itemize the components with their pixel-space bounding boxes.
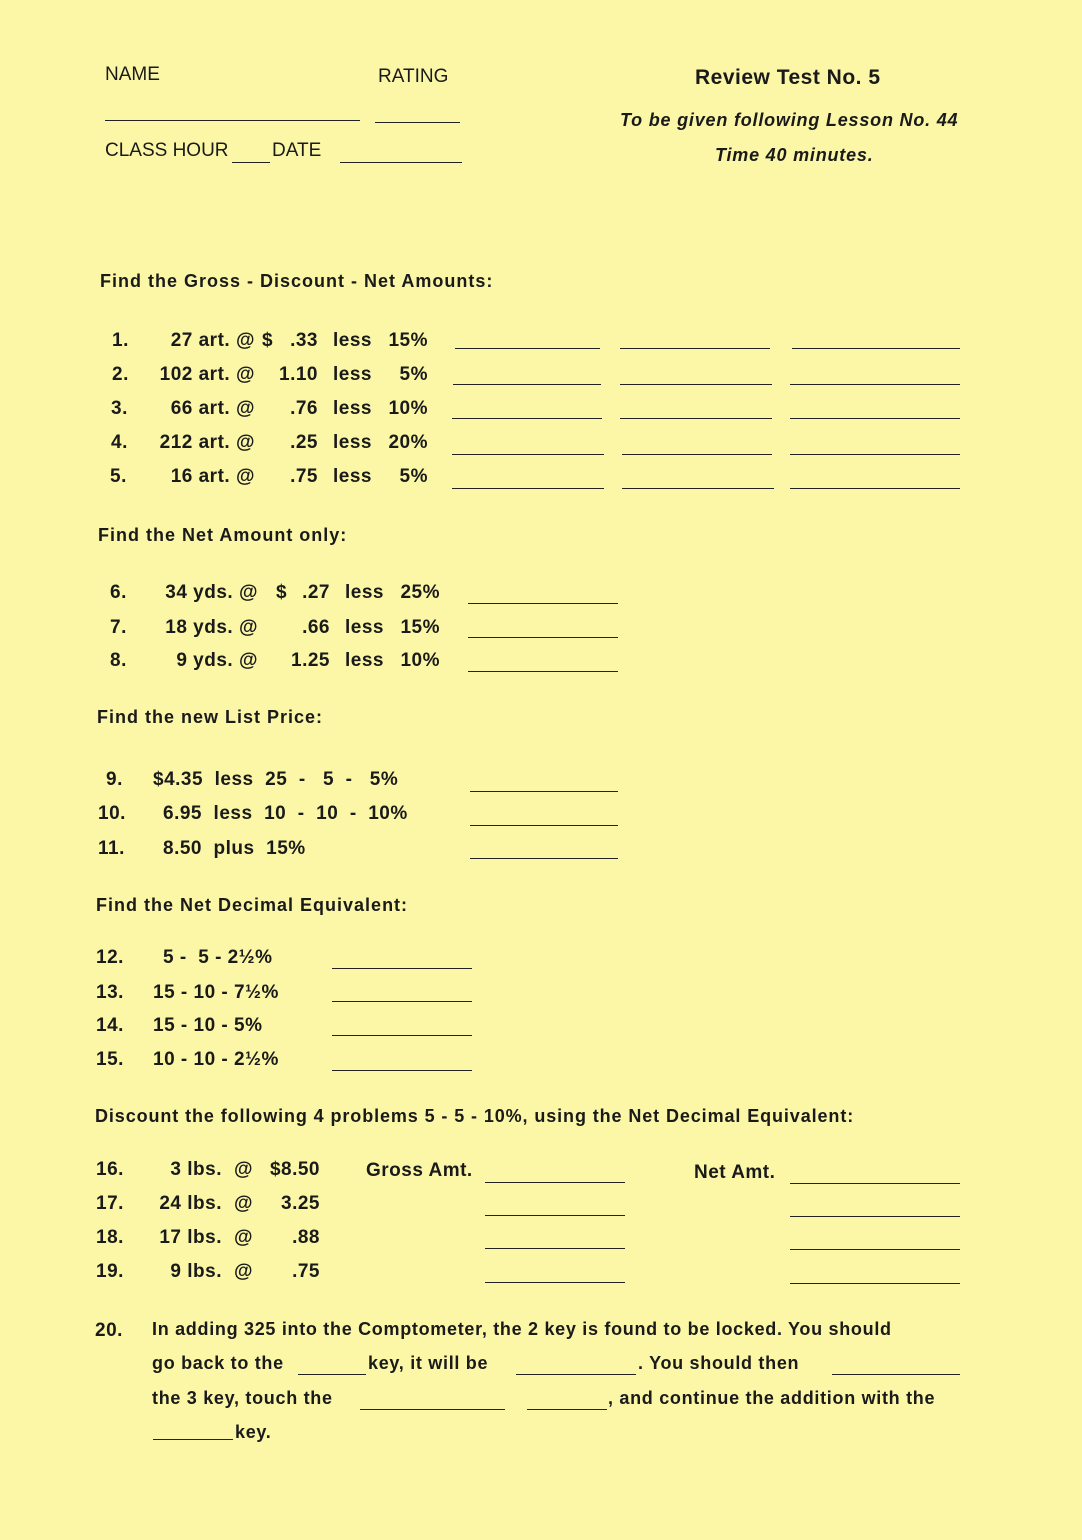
- problem20-line3a: the 3 key, touch the: [152, 1388, 333, 1408]
- section1-heading: Find the Gross - Discount - Net Amounts:: [100, 271, 494, 291]
- decimal-problem: 15 - 10 - 7½%: [153, 982, 279, 1003]
- list-price-problem: 6.95 less 10 - 10 - 10%: [163, 803, 408, 824]
- less-word: less: [345, 582, 384, 603]
- problem-number: 18.: [96, 1227, 124, 1248]
- discount-percent: 5%: [399, 364, 428, 385]
- net-answer-line[interactable]: [790, 488, 960, 489]
- net-answer-line[interactable]: [790, 384, 960, 385]
- decimal-answer-line[interactable]: [332, 1070, 472, 1071]
- problem20-line2c: . You should then: [638, 1353, 800, 1373]
- discount-percent: 20%: [388, 432, 428, 453]
- quantity: 27 art. @: [170, 330, 255, 351]
- list-price-problem: $4.35 less 25 - 5 - 5%: [153, 769, 399, 790]
- list-price-answer-line[interactable]: [470, 825, 618, 826]
- net-answer-line[interactable]: [468, 671, 618, 672]
- net-answer-line[interactable]: [468, 637, 618, 638]
- section2-heading: Find the Net Amount only:: [98, 525, 348, 545]
- unit-price: 3.25: [281, 1193, 320, 1214]
- net-answer-line[interactable]: [790, 418, 960, 419]
- unit-price: 1.10: [279, 364, 318, 385]
- less-word: less: [345, 617, 384, 638]
- discount-percent: 10%: [400, 650, 440, 671]
- quantity: 102 art. @: [159, 364, 255, 385]
- rating-label: RATING: [378, 66, 449, 87]
- section5-heading: Discount the following 4 problems 5 - 5 - 10%, using the Net Decimal Equivalent:: [95, 1106, 855, 1126]
- dollar-sign: $: [262, 330, 274, 351]
- discount-answer-line[interactable]: [622, 454, 772, 455]
- dollar-sign: $: [276, 582, 288, 603]
- rating-field-line[interactable]: [375, 122, 460, 123]
- quantity: 9 lbs.: [170, 1261, 222, 1282]
- section4-heading: Find the Net Decimal Equivalent:: [96, 895, 409, 915]
- list-price-answer-line[interactable]: [470, 858, 618, 859]
- discount-percent: 10%: [388, 398, 428, 419]
- quantity: 17 lbs.: [159, 1227, 222, 1248]
- problem20-blank-key[interactable]: [298, 1374, 366, 1375]
- less-word: less: [333, 330, 372, 351]
- decimal-problem: 15 - 10 - 5%: [153, 1015, 263, 1036]
- page-title: Review Test No. 5: [695, 66, 881, 89]
- gross-answer-line[interactable]: [485, 1248, 625, 1249]
- problem-number: 16.: [96, 1159, 124, 1180]
- discount-answer-line[interactable]: [620, 418, 772, 419]
- problem-number: 13.: [96, 982, 124, 1003]
- discount-answer-line[interactable]: [622, 488, 774, 489]
- problem-number: 5.: [110, 466, 127, 487]
- problem20-blank-final-key[interactable]: [153, 1439, 233, 1440]
- quantity: 16 art. @: [170, 466, 255, 487]
- net-answer-line[interactable]: [790, 1183, 960, 1184]
- gross-answer-line[interactable]: [485, 1215, 625, 1216]
- unit-price: .25: [290, 432, 318, 453]
- discount-percent: 15%: [388, 330, 428, 351]
- list-price-problem: 8.50 plus 15%: [163, 838, 306, 859]
- problem-number: 4.: [111, 432, 128, 453]
- problem-number: 3.: [111, 398, 128, 419]
- unit-price: 1.25: [291, 650, 330, 671]
- decimal-answer-line[interactable]: [332, 1001, 472, 1002]
- gross-answer-line[interactable]: [452, 454, 604, 455]
- problem20-blank-action[interactable]: [832, 1374, 960, 1375]
- net-answer-line[interactable]: [468, 603, 618, 604]
- problem-number: 19.: [96, 1261, 124, 1282]
- problem-number: 14.: [96, 1015, 124, 1036]
- quantity: 66 art. @: [170, 398, 255, 419]
- problem20-blank-touch2[interactable]: [527, 1409, 607, 1410]
- problem-number: 12.: [96, 947, 124, 968]
- net-answer-line[interactable]: [792, 348, 960, 349]
- discount-percent: 25%: [400, 582, 440, 603]
- problem-number: 15.: [96, 1049, 124, 1070]
- net-answer-line[interactable]: [790, 1283, 960, 1284]
- net-answer-line[interactable]: [790, 1216, 960, 1217]
- problem20-line4: key.: [235, 1422, 272, 1442]
- gross-answer-line[interactable]: [455, 348, 600, 349]
- class-hour-label: CLASS HOUR: [105, 140, 229, 161]
- problem20-blank-state[interactable]: [516, 1374, 636, 1375]
- problem-number: 10.: [98, 803, 126, 824]
- decimal-answer-line[interactable]: [332, 968, 472, 969]
- unit-price: .33: [290, 330, 318, 351]
- problem-number: 6.: [110, 582, 127, 603]
- at-sign: @: [234, 1193, 254, 1214]
- gross-answer-line[interactable]: [485, 1282, 625, 1283]
- quantity: 3 lbs.: [170, 1159, 222, 1180]
- decimal-problem: 10 - 10 - 2½%: [153, 1049, 279, 1070]
- time-note: Time 40 minutes.: [715, 145, 874, 165]
- problem20-blank-touch[interactable]: [360, 1409, 505, 1410]
- name-field-line[interactable]: [105, 120, 360, 121]
- problem20-line2a: go back to the: [152, 1353, 284, 1373]
- unit-price: $8.50: [269, 1159, 320, 1180]
- problem-number: 11.: [98, 838, 125, 859]
- at-sign: @: [234, 1261, 254, 1282]
- section3-heading: Find the new List Price:: [97, 707, 324, 727]
- discount-answer-line[interactable]: [620, 384, 772, 385]
- discount-percent: 5%: [399, 466, 428, 487]
- unit-price: .76: [290, 398, 318, 419]
- discount-percent: 15%: [400, 617, 440, 638]
- problem-number: 1.: [112, 330, 129, 351]
- gross-answer-line[interactable]: [453, 384, 601, 385]
- quantity: 24 lbs.: [159, 1193, 222, 1214]
- gross-amount-label: Gross Amt.: [366, 1160, 473, 1181]
- problem-number: 7.: [110, 617, 127, 638]
- problem-number: 2.: [112, 364, 129, 385]
- quantity: 34 yds. @: [165, 582, 258, 603]
- gross-answer-line[interactable]: [485, 1182, 625, 1183]
- class-hour-field-line[interactable]: [232, 162, 270, 163]
- problem-number: 9.: [106, 769, 123, 790]
- quantity: 212 art. @: [159, 432, 255, 453]
- name-label: NAME: [105, 64, 160, 85]
- net-answer-line[interactable]: [790, 454, 960, 455]
- unit-price: .66: [302, 617, 330, 638]
- decimal-problem: 5 - 5 - 2½%: [163, 947, 273, 968]
- unit-price: .75: [292, 1261, 320, 1282]
- gross-answer-line[interactable]: [452, 418, 602, 419]
- less-word: less: [333, 466, 372, 487]
- net-amount-label: Net Amt.: [694, 1162, 776, 1183]
- unit-price: .27: [302, 582, 330, 603]
- unit-price: .75: [290, 466, 318, 487]
- less-word: less: [333, 432, 372, 453]
- at-sign: @: [234, 1159, 254, 1180]
- problem-number: 8.: [110, 650, 127, 671]
- less-word: less: [333, 364, 372, 385]
- quantity: 9 yds. @: [176, 650, 258, 671]
- at-sign: @: [234, 1227, 254, 1248]
- unit-price: .88: [292, 1227, 320, 1248]
- problem-number: 17.: [96, 1193, 124, 1214]
- list-price-answer-line[interactable]: [470, 791, 618, 792]
- problem-number: 20.: [95, 1320, 123, 1341]
- quantity: 18 yds. @: [165, 617, 258, 638]
- net-answer-line[interactable]: [790, 1249, 960, 1250]
- less-word: less: [345, 650, 384, 671]
- discount-answer-line[interactable]: [620, 348, 770, 349]
- gross-answer-line[interactable]: [452, 488, 604, 489]
- less-word: less: [333, 398, 372, 419]
- problem20-line2b: key, it will be: [368, 1353, 489, 1373]
- date-label: DATE: [272, 140, 322, 161]
- lesson-note: To be given following Lesson No. 44: [620, 110, 959, 130]
- decimal-answer-line[interactable]: [332, 1035, 472, 1036]
- date-field-line[interactable]: [340, 162, 462, 163]
- problem20-line3b: , and continue the addition with the: [608, 1388, 936, 1408]
- problem20-line1: In adding 325 into the Comptometer, the 2 key is found to be locked. You should: [152, 1319, 892, 1339]
